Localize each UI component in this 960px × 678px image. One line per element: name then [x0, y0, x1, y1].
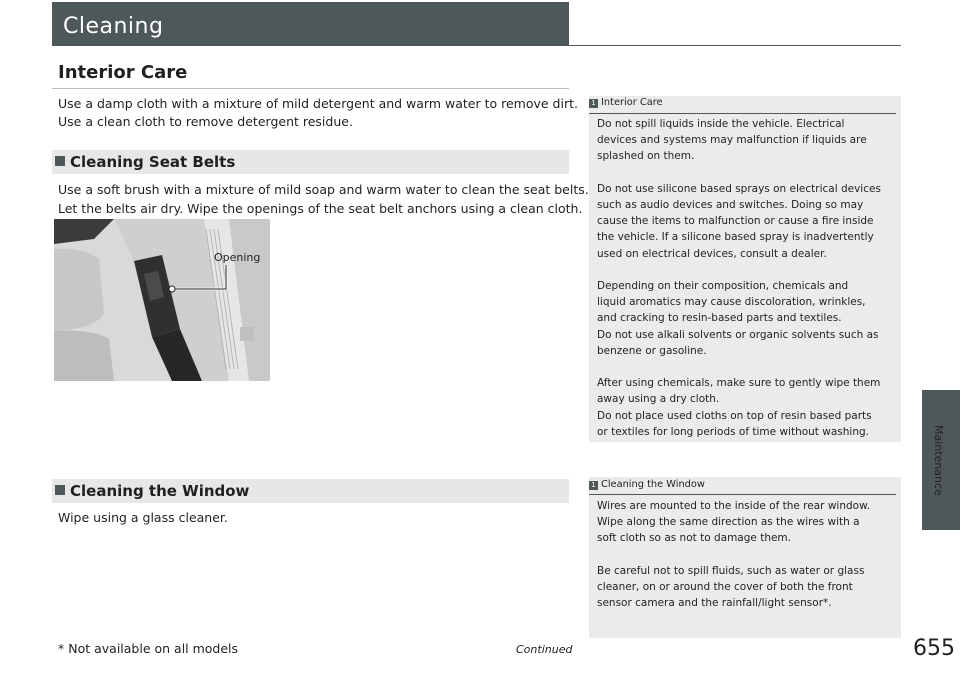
note-line: liquid aromatics may cause discoloration, wrinkles,: [597, 296, 866, 309]
note-line: [597, 359, 881, 375]
seat-belt-anchor-illustration: [54, 219, 270, 381]
note-line: [597, 165, 881, 181]
interior-care-note-title-text: Interior Care: [601, 97, 663, 108]
seat-belts-heading: [55, 153, 235, 171]
note-line: the vehicle. If a silicone based spray is inadvertently: [597, 231, 874, 244]
heading-square-icon: [55, 156, 65, 166]
note-line: cause the items to malfunction or cause a fire inside: [597, 215, 874, 228]
note-line: Do not use alkali solvents or organic solvents such as: [597, 328, 879, 341]
note-line: Wires are mounted to the inside of the rear window.: [597, 500, 871, 512]
note-line: Do not spill liquids inside the vehicle. Electrical: [597, 118, 845, 130]
window-note-title-text: Cleaning the Window: [601, 479, 705, 490]
section-title: Interior Care: [58, 62, 188, 83]
window-text: Wipe using a glass cleaner.: [58, 510, 228, 525]
heading-square-icon: [55, 485, 65, 495]
seat-belts-line-1: Use a soft brush with a mixture of mild soap and warm water to clean the seat belts.: [58, 182, 589, 197]
section-rule: [52, 88, 569, 89]
page-number: 655: [913, 636, 955, 661]
window-heading-text: Cleaning the Window: [70, 482, 250, 500]
opening-callout-label: Opening: [214, 251, 261, 264]
note-line: used on electrical devices, consult a dealer.: [597, 247, 827, 260]
note-rule: [589, 113, 896, 114]
note-line: sensor camera and the rainfall/light sensor*.: [597, 597, 832, 610]
note-line: Do not place used cloths on top of resin based parts: [597, 409, 872, 422]
interior-care-note-body: [597, 116, 881, 440]
note-line: Do not use silicone based sprays on electrical devices: [597, 182, 881, 195]
window-note-body: [597, 498, 870, 611]
interior-care-note-title: [589, 97, 663, 109]
seat-belts-heading-text: Cleaning Seat Belts: [70, 153, 236, 171]
seat-belt-anchor-image: [54, 219, 270, 381]
note-line: Be careful not to spill fluids, such as water or glass: [597, 564, 865, 577]
note-line: devices and systems may malfunction if liquids are: [597, 134, 867, 147]
page-title: Cleaning: [63, 14, 164, 39]
note-icon: 1: [589, 99, 598, 108]
note-icon: 1: [589, 481, 598, 490]
note-line: such as audio devices and switches. Doing so may: [597, 199, 864, 212]
note-line: or textiles for long periods of time without washing.: [597, 425, 869, 438]
chapter-label: Maintenance: [932, 425, 945, 496]
intro-line-1: Use a damp cloth with a mixture of mild detergent and warm water to remove dirt.: [58, 96, 578, 111]
continued-label: Continued: [516, 643, 573, 656]
note-line: [597, 547, 870, 563]
window-note-title: [589, 479, 705, 491]
intro-line-2: Use a clean cloth to remove detergent residue.: [58, 114, 353, 129]
note-line: cleaner, on or around the cover of both the front: [597, 581, 853, 594]
note-line: soft cloth so as not to damage them.: [597, 532, 791, 545]
header-rule: [569, 45, 901, 46]
note-rule: [589, 494, 896, 495]
note-line: benzene or gasoline.: [597, 344, 707, 357]
note-line: and cracking to resin-based parts and textiles.: [597, 312, 842, 325]
footnote: * Not available on all models: [58, 641, 239, 656]
note-line: splashed on them.: [597, 150, 695, 163]
note-line: [597, 262, 881, 278]
interior-care-note: [589, 96, 901, 442]
note-line: Wipe along the same direction as the wires with a: [597, 516, 860, 529]
note-line: After using chemicals, make sure to gently wipe them: [597, 377, 881, 390]
seat-belts-line-2: Let the belts air dry. Wipe the openings of the seat belt anchors using a clean cloth.: [58, 201, 583, 216]
note-line: Depending on their composition, chemicals and: [597, 280, 849, 293]
window-heading: [55, 482, 249, 500]
note-line: away using a dry cloth.: [597, 393, 720, 406]
window-note: [589, 477, 901, 638]
